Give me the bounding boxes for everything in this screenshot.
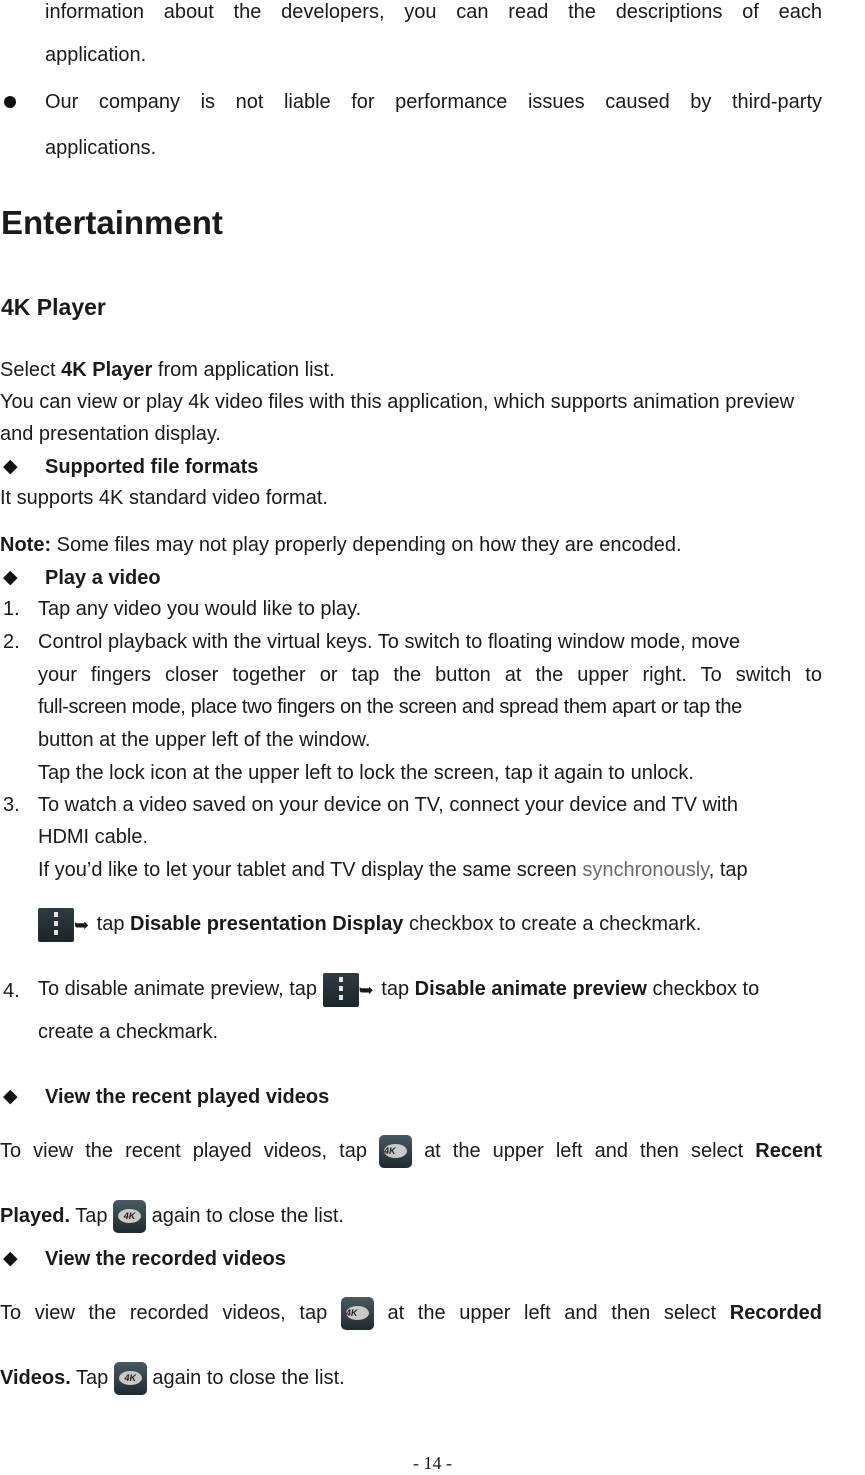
step-text: full-screen mode, place two fingers on the screen and spread them apart or tap the xyxy=(38,696,742,718)
step-text: If you’d like to let your tablet and TV display the same screen synchronously, tap xyxy=(38,859,748,881)
step-text: create a checkmark. xyxy=(38,1021,219,1043)
step-number: 1. xyxy=(3,598,20,620)
4k-player-app-icon: 4K xyxy=(113,1200,146,1233)
note-line: Note: Some files may not play properly depending on how they are encoded. xyxy=(0,534,682,556)
step-number: 4. xyxy=(3,980,20,1002)
4k-player-app-icon: 4K xyxy=(341,1297,374,1330)
step-text: your fingers closer together or tap the button at the upper right. To switch to xyxy=(38,664,822,686)
bullet-dot-icon xyxy=(4,96,16,108)
step-text: To disable animate preview, tap ➥ tap Disable animate preview checkbox to xyxy=(38,971,759,1008)
overflow-menu-icon xyxy=(38,908,74,942)
play-heading: Play a video xyxy=(45,567,161,589)
subsection-title: 4K Player xyxy=(1,294,106,320)
description-line: and presentation display. xyxy=(0,423,221,445)
step-text: Tap any video you would like to play. xyxy=(38,598,362,620)
step-text: HDMI cable. xyxy=(38,826,149,848)
intro-bullet: Our company is not liable for performance issues caused by third-party xyxy=(45,91,822,113)
4k-player-app-icon: 4K xyxy=(114,1362,147,1395)
step-number: 2. xyxy=(3,631,20,653)
step-text: ➥ tap Disable presentation Display checkbox to create a checkmark. xyxy=(38,906,701,943)
step-text: button at the upper left of the window. xyxy=(38,729,371,751)
recent-line: To view the recent played videos, tap 4K at the upper left and then select Recent xyxy=(0,1131,822,1171)
recorded-line: Videos. Tap 4K again to close the list. xyxy=(0,1358,345,1398)
step-text: To watch a video saved on your device on TV, connect your device and TV with xyxy=(38,794,739,816)
section-title: Entertainment xyxy=(1,204,223,241)
intro-line: information about the developers, you can read the descriptions of each xyxy=(45,1,822,23)
overflow-menu-icon xyxy=(323,973,359,1007)
recent-heading: View the recent played videos xyxy=(45,1086,330,1108)
select-line: Select 4K Player from application list. xyxy=(0,359,335,381)
intro-bullet: applications. xyxy=(45,137,157,159)
page-number: - 14 - xyxy=(413,1453,452,1473)
recorded-heading: View the recorded videos xyxy=(45,1248,286,1270)
step-number: 3. xyxy=(3,794,20,816)
formats-text: It supports 4K standard video format. xyxy=(0,487,328,509)
recent-line: Played. Tap 4K again to close the list. xyxy=(0,1196,344,1236)
step-text: Control playback with the virtual keys. To switch to floating window mode, move xyxy=(38,631,741,653)
4k-player-app-icon: 4K xyxy=(379,1135,412,1168)
arrow-right-icon: ➥ xyxy=(74,914,90,935)
description-line: You can view or play 4k video files with this application, which supports animation preview xyxy=(0,391,795,413)
step-text: Tap the lock icon at the upper left to lock the screen, tap it again to unlock. xyxy=(38,762,694,784)
diamond-bullet-icon: ◆ xyxy=(3,1086,18,1107)
diamond-bullet-icon: ◆ xyxy=(3,1248,18,1269)
diamond-bullet-icon: ◆ xyxy=(3,567,18,588)
diamond-bullet-icon: ◆ xyxy=(3,456,18,477)
recorded-line: To view the recorded videos, tap 4K at the upper left and then select Recorded xyxy=(0,1293,822,1333)
arrow-right-icon: ➥ xyxy=(358,979,374,1000)
intro-line: application. xyxy=(45,44,147,66)
formats-heading: Supported file formats xyxy=(45,456,259,478)
